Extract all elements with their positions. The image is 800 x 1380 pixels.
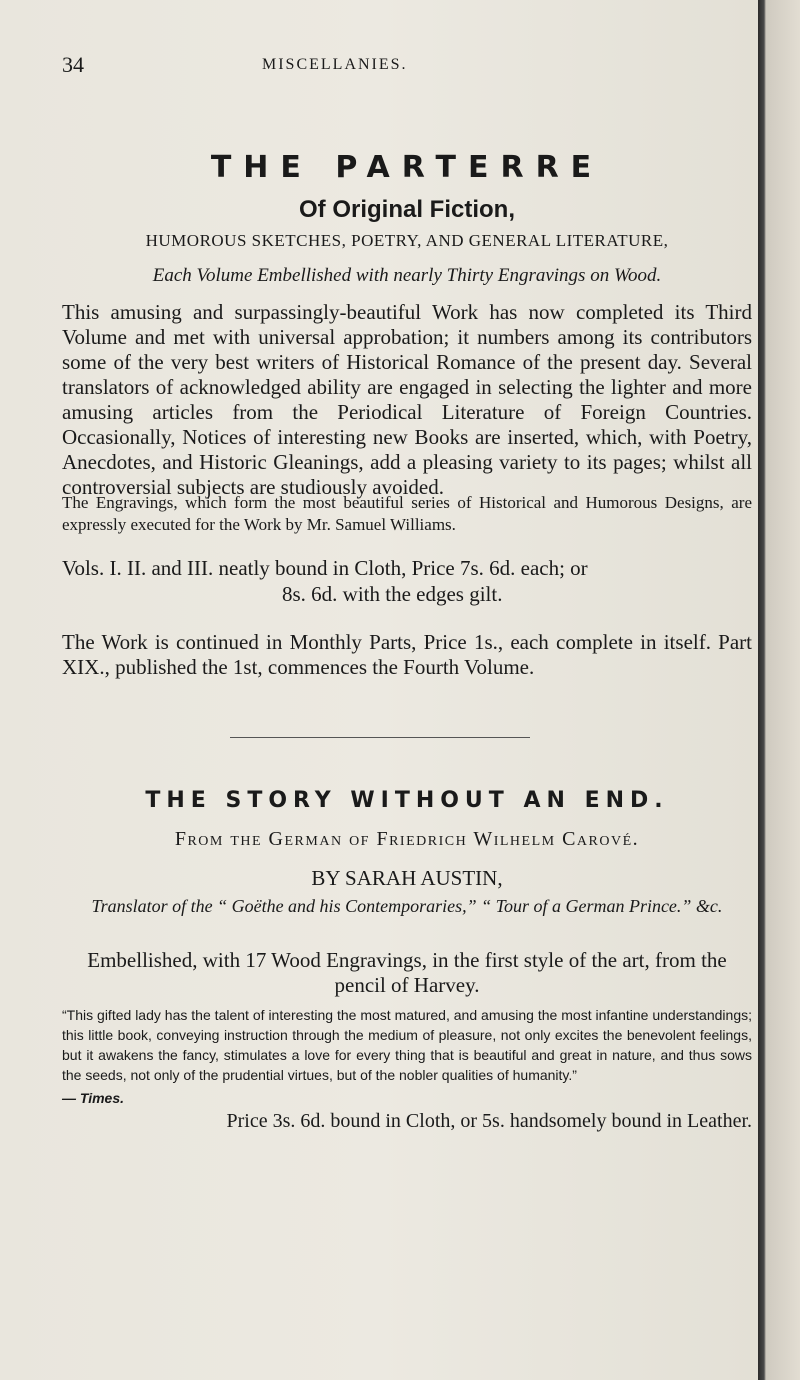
story-translator: Translator of the “ Goëthe and his Contemporaries,” “ Tour of a German Prince.” &c. [91, 896, 723, 916]
story-title: THE STORY WITHOUT AN END. [145, 788, 669, 813]
parterre-engravings: The Engravings, which form the most beautiful series of Historical and Humorous Designs, are expressly executed for the Work by Mr. Samuel Williams. [62, 493, 752, 534]
story-review: “This gifted lady has the talent of interesting the most matured, and amusing the most infantine understandings; this little book, conveying instruction through the medium of pleasure, not only excites the benevolent feelings, but it awakens the fancy, stimulates a love for every thing that is beautiful and great in nature, and thus sows the seeds, not only of the prudential virtues, but of the nobler qualities of humanity.” [62, 1007, 752, 1083]
parterre-vols-line1: Vols. I. II. and III. neatly bound in Cloth, Price 7s. 6d. each; or [62, 556, 588, 580]
story-price: Price 3s. 6d. bound in Cloth, or 5s. handsomely bound in Leather. [226, 1110, 752, 1132]
book-gutter [758, 0, 800, 1380]
divider [230, 737, 530, 738]
story-from: From the German of Friedrich Wilhelm Carové. [174, 828, 640, 850]
running-head [62, 52, 718, 82]
parterre-subtitle: Of Original Fiction, [299, 196, 515, 223]
parterre-description: This amusing and surpassingly-beautiful Work has now completed its Third Volume and met with universal approbation; it numbers among its contributors some of the very best writers of Historical Romance of the present day. Several translators of acknowledged ability are engaged in selecting the lighter and more amusing articles from the Periodical Literature of Foreign Countries. Occasionally, Notices of interesting new Books are inserted, which, with Poetry, Anecdotes, and Historic Gleanings, add a pleasing variety to its pages; whilst all controversial subjects are studiously avoided. [62, 300, 752, 499]
parterre-title: THE PARTERRE [210, 150, 604, 185]
parterre-vols-line2: 8s. 6d. with the edges gilt. [282, 582, 503, 606]
parterre-tagline: HUMOROUS SKETCHES, POETRY, AND GENERAL LITERATURE, [145, 231, 669, 250]
story-embellished: Embellished, with 17 Wood Engravings, in the first style of the art, from the pencil of Harvey. [87, 948, 727, 997]
story-review-source: — Times. [62, 1090, 124, 1106]
story-author: BY SARAH AUSTIN, [311, 866, 503, 890]
parterre-embellished: Each Volume Embellished with nearly Thirty Engravings on Wood. [152, 265, 662, 286]
page-number: 34 [62, 52, 84, 77]
running-title: MISCELLANIES. [262, 56, 408, 73]
parterre-monthly: The Work is continued in Monthly Parts, Price 1s., each complete in itself. Part XIX., published the 1st, commences the Fourth Volume. [62, 630, 752, 679]
